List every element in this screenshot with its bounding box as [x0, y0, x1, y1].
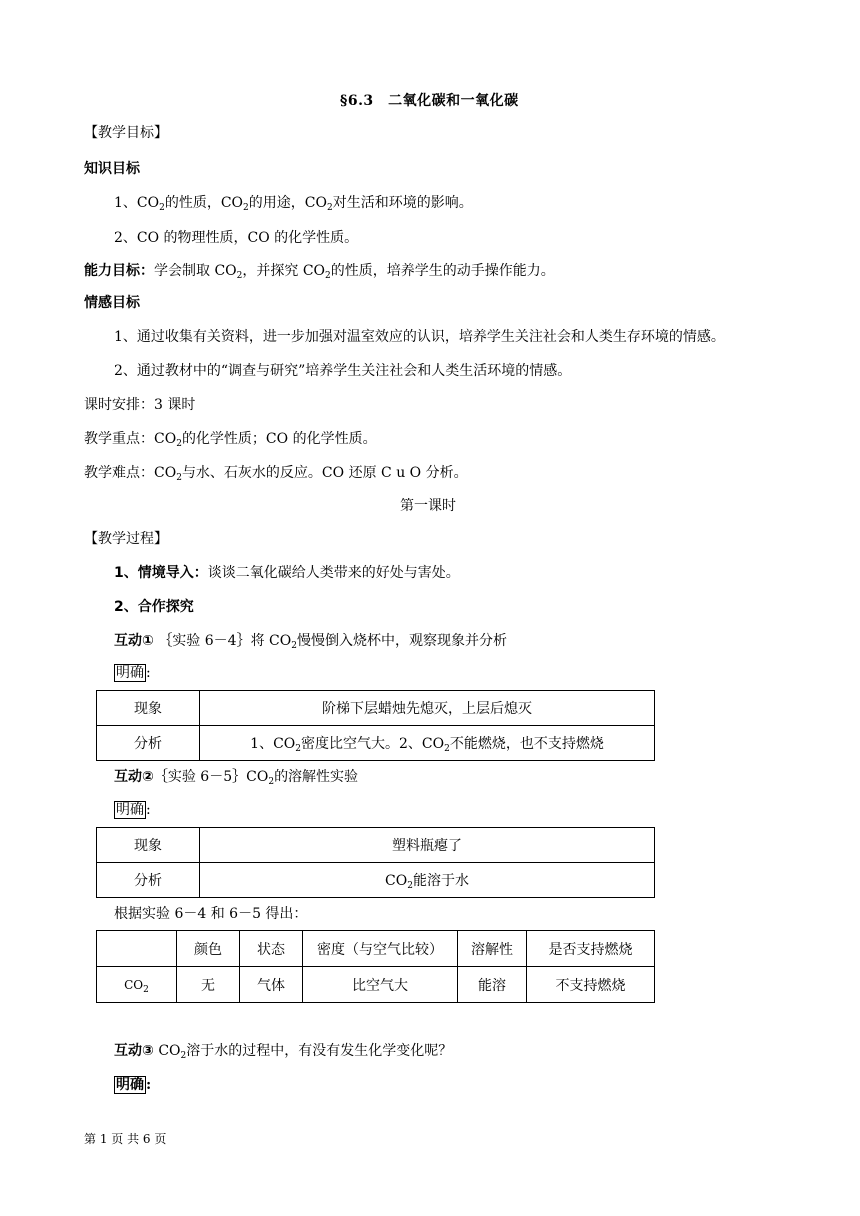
emotion-goal-1: 1、通过收集有关资料，进一步加强对温室效应的认识，培养学生关注社会和人类生存环境的情感。	[114, 329, 725, 345]
cell-phenomenon-value: 阶梯下层蜡烛先熄灭，上层后熄灭	[200, 691, 655, 726]
clarify-1: 明确 :	[116, 665, 151, 681]
process-heading: 【教学过程】	[84, 531, 168, 547]
table-row	[97, 863, 655, 898]
table-row	[97, 967, 655, 1003]
header-cell: 颜色	[177, 931, 240, 967]
cell-phenomenon-label: 现象	[97, 828, 200, 863]
header-cell: 是否支持燃烧	[527, 931, 655, 967]
difficulties: 教学难点：$CO_2$与水、石灰水的反应。CO 还原 C u O 分析。	[84, 465, 468, 483]
cell-analysis-value: $CO_2$能溶于水	[200, 863, 655, 898]
ability-goals: 能力目标：学会制取 $CO_2$，并探究 $CO_2$的性质，培养学生的动手操作能力。	[84, 263, 555, 281]
clarify-2: 明确 :	[116, 802, 151, 818]
header-cell: 密度（与空气比较）	[303, 931, 458, 967]
cell-analysis-label: 分析	[97, 726, 200, 761]
table-co2-properties	[96, 930, 655, 1003]
teaching-goals-heading: 【教学目标】	[84, 125, 168, 141]
table-experiment-6-4	[96, 690, 655, 761]
interaction-3: 互动③ $CO_2$溶于水的过程中，有没有发生化学变化呢？	[114, 1043, 453, 1061]
table-row	[97, 726, 655, 761]
knowledge-goal-2: 2、CO 的物理性质，CO 的化学性质。	[114, 230, 359, 246]
cell-analysis-label: 分析	[97, 863, 200, 898]
row-label-co2: $CO_2$	[97, 967, 177, 1003]
table-cell: 不支持燃烧	[527, 967, 655, 1003]
cell-phenomenon-label: 现象	[97, 691, 200, 726]
header-cell: 状态	[240, 931, 303, 967]
table-row	[97, 691, 655, 726]
interaction-1: 互动① ｛实验 6－4｝将 $CO_2$慢慢倒入烧杯中，观察现象并分析	[114, 633, 507, 651]
conclusion-intro: 根据实验 6－4 和 6－5 得出：	[114, 906, 308, 922]
table-cell: 能溶	[458, 967, 527, 1003]
emotion-goals-heading: 情感目标	[84, 295, 140, 311]
first-lesson: 第一课时	[400, 498, 456, 514]
table-cell: 气体	[240, 967, 303, 1003]
cell-phenomenon-value: 塑料瓶瘪了	[200, 828, 655, 863]
table-cell: 比空气大	[303, 967, 458, 1003]
page-footer: 第 1 页 共 6 页	[84, 1132, 167, 1146]
knowledge-goal-1: 1、$CO_2$的性质，$CO_2$的用途，$CO_2$对生活和环境的影响。	[114, 195, 473, 213]
cell-analysis-value: 1、$CO_2$密度比空气大。2、$CO_2$不能燃烧，也不支持燃烧	[200, 726, 655, 761]
emotion-goal-2: 2、通过教材中的“调查与研究”培养学生关注社会和人类生活环境的情感。	[114, 363, 572, 379]
table-experiment-6-5	[96, 827, 655, 898]
key-points: 教学重点：$CO_2$的化学性质；CO 的化学性质。	[84, 431, 377, 449]
schedule: 课时安排：3 课时	[84, 397, 196, 413]
explore-heading: 2、合作探究	[114, 599, 194, 615]
page-title: §6.3 二氧化碳和一氧化碳	[340, 93, 519, 109]
knowledge-goals-heading: 知识目标	[84, 161, 140, 177]
interaction-2: 互动②｛实验 $6-5\}CO_2$的溶解性实验	[114, 769, 359, 787]
header-cell: 溶解性	[458, 931, 527, 967]
intro: 1、情境导入：谈谈二氧化碳给人类带来的好处与害处。	[114, 565, 460, 581]
header-cell	[97, 931, 177, 967]
clarify-3: 明确 :	[116, 1077, 152, 1093]
table-row	[97, 828, 655, 863]
table-header-row	[97, 931, 655, 967]
table-cell: 无	[177, 967, 240, 1003]
